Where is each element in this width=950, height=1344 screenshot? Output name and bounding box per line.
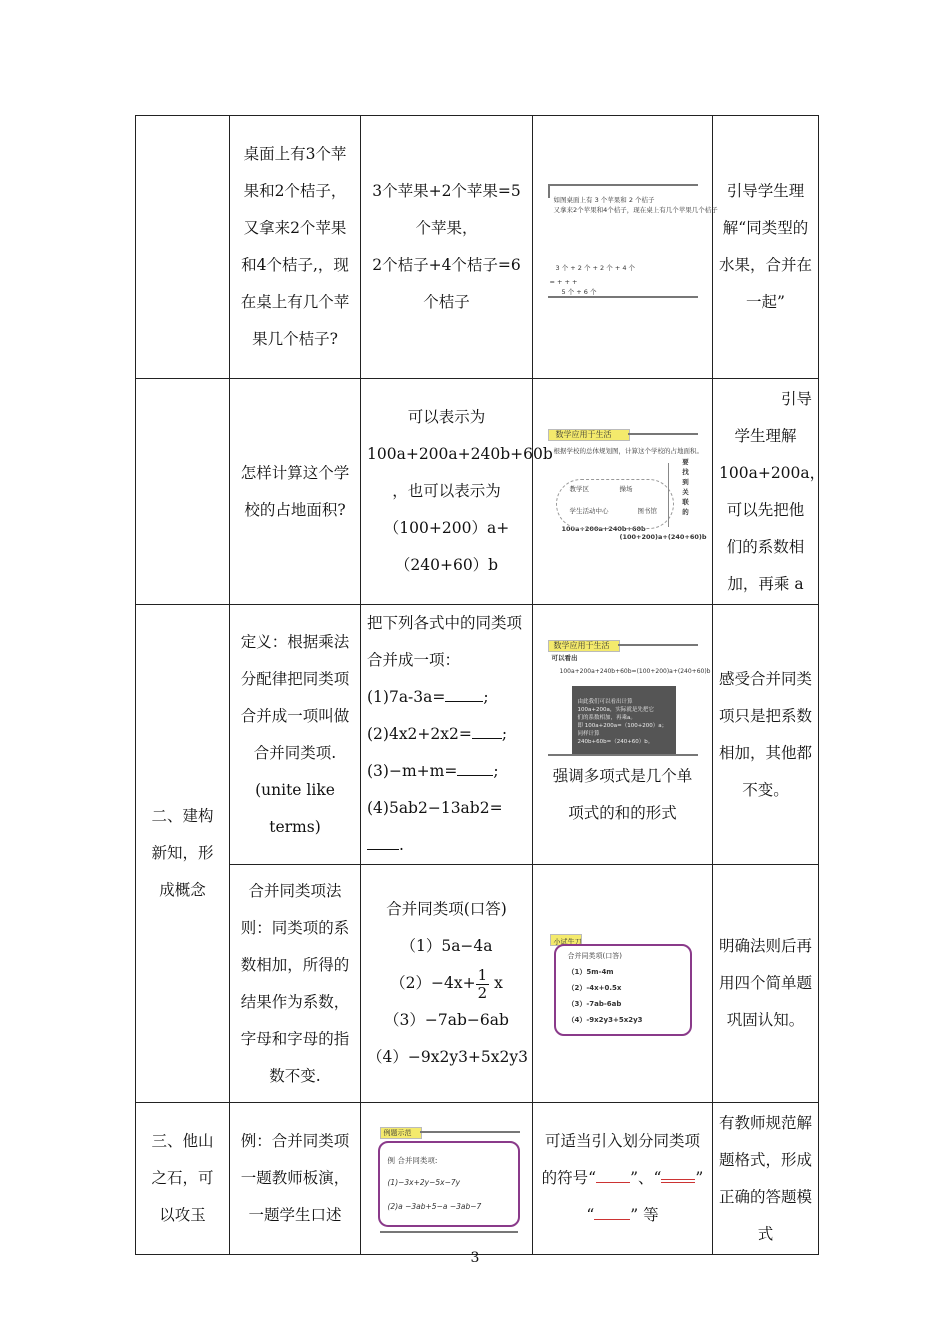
- answer-cell: [361, 116, 533, 379]
- slide-thumbnail-cell: [533, 865, 713, 1103]
- exercise-cell: 把下列各式中的同类项合并成一项： (1)7a-3a= ; (2)4x2+2x2= ; (3)−m+m= ; (4)5ab2−13ab2=.: [361, 605, 533, 865]
- slide-thumbnail-apples: 如图桌面上有 3 个苹果和 2 个桔子 又拿来2个苹果和4个桔子，现在桌上有几个苹果几个桔子 3 个 + 2 个 + 2 个 + 4 个 = + + + 5 个 + 6 个: [548, 182, 698, 312]
- slide-thumbnail-cell: [533, 116, 718, 379]
- emphasis-text: 强调多项式是几个单项式的和的形式: [552, 766, 693, 822]
- table-row: [136, 116, 819, 379]
- example-cell: 例：合并同类项一题教师板演，一题学生口述: [230, 1103, 361, 1255]
- rule-cell: 合并同类项法则：同类项的系数相加，所得的结果作为系数，字母和字母的指数不变.: [230, 865, 361, 1103]
- purpose-cell: 有教师规范解题格式，形成正确的答题模式: [713, 1103, 819, 1255]
- slide-thumbnail-practice: 小试牛刀 合并同类项(口答) （1）5m-4m （2）-4x+0.5x （3）-7ab-6ab （4）-9x2y3+5x2y3: [548, 926, 698, 1042]
- answer-cell: 可以表示为 100a+200a+240b+60b ，也可以表示为 （100+200）a+ （240+60）b: [361, 379, 533, 605]
- definition-cell: 定义：根据乘法分配律把同类项合并成一项叫做合并同类项. (unite like terms): [230, 605, 361, 865]
- slide-thumbnail-cell: [533, 379, 713, 605]
- question-cell: 怎样计算这个学校的占地面积?: [230, 379, 361, 605]
- purpose-cell: 引导 学生理解 100a+200a， 可以先把他 们的系数相 加，再乘 a: [713, 379, 819, 605]
- stage-cell-2: 二、建构新知，形成概念: [136, 605, 230, 1103]
- slide-thumbnail-cell: [361, 1103, 533, 1255]
- stage-cell-3: 三、他山之石，可以攻玉: [136, 1103, 230, 1255]
- answer-line-1: 3个苹果+2个苹果=5个苹果，: [372, 182, 521, 237]
- stage-cell-empty: [136, 379, 230, 605]
- table-row: [136, 605, 819, 865]
- slide-thumbnail-distribution: 数学应用于生活 可以看出 100a+200a+240b+60b=(100+200)a+(240+60)b 由此我们可以看出计算 100a+200a，实际就是先把它 们的系数相加，再乘a。 即 100a+200a=（100+200）a； 同样计算 240b+60b=（240+60）b。: [548, 638, 698, 758]
- slide-thumbnail-school: 数学应用于生活 根据学校的总体规划图，计算这个学校的占地面积。 教学区 操场 学生活动中心 图书馆 100a+200a+240b+60b (100+200)a+(240+60)b 要找到关联的: [548, 427, 698, 557]
- answer-line-2: 2个桔子+4个桔子=6个桔子: [372, 256, 521, 311]
- question-cell: 桌面上有3个苹果和2个桔子，又拿来2个苹果和4个桔子,，现在桌上有几个苹果几个桔子?: [230, 116, 361, 379]
- oral-exercise-cell: 合并同类项(口答) （1）5a−4a （2）−4x+ $\frac{1}{2}$ x （3）−7ab−6ab （4）−9x2y3+5x2y3: [361, 865, 533, 1103]
- purpose-cell: 引导学生理解“同类型的水果，合并在一起”: [713, 116, 819, 379]
- page-number: 3: [470, 1250, 480, 1266]
- slide-and-emphasis-cell: [533, 605, 713, 865]
- lesson-plan-table: [135, 115, 826, 1255]
- table-row: [136, 1103, 819, 1255]
- stage-cell-empty: [136, 116, 230, 379]
- table-row: [136, 865, 819, 1103]
- purpose-cell: 感受合并同类项只是把系数相加，其他都不变。: [713, 605, 819, 865]
- note-cell: 可适当引入划分同类项的符号“ ”、“ ” “ ” 等: [533, 1103, 713, 1255]
- slide-thumbnail-example: 例题示范 例 合并同类项: (1)−3x+2y−5x−7y (2)a −3ab+5−a −3ab−7: [372, 1123, 522, 1235]
- purpose-cell: 明确法则后再用四个简单题巩固认知。: [713, 865, 819, 1103]
- table-row: [136, 379, 819, 605]
